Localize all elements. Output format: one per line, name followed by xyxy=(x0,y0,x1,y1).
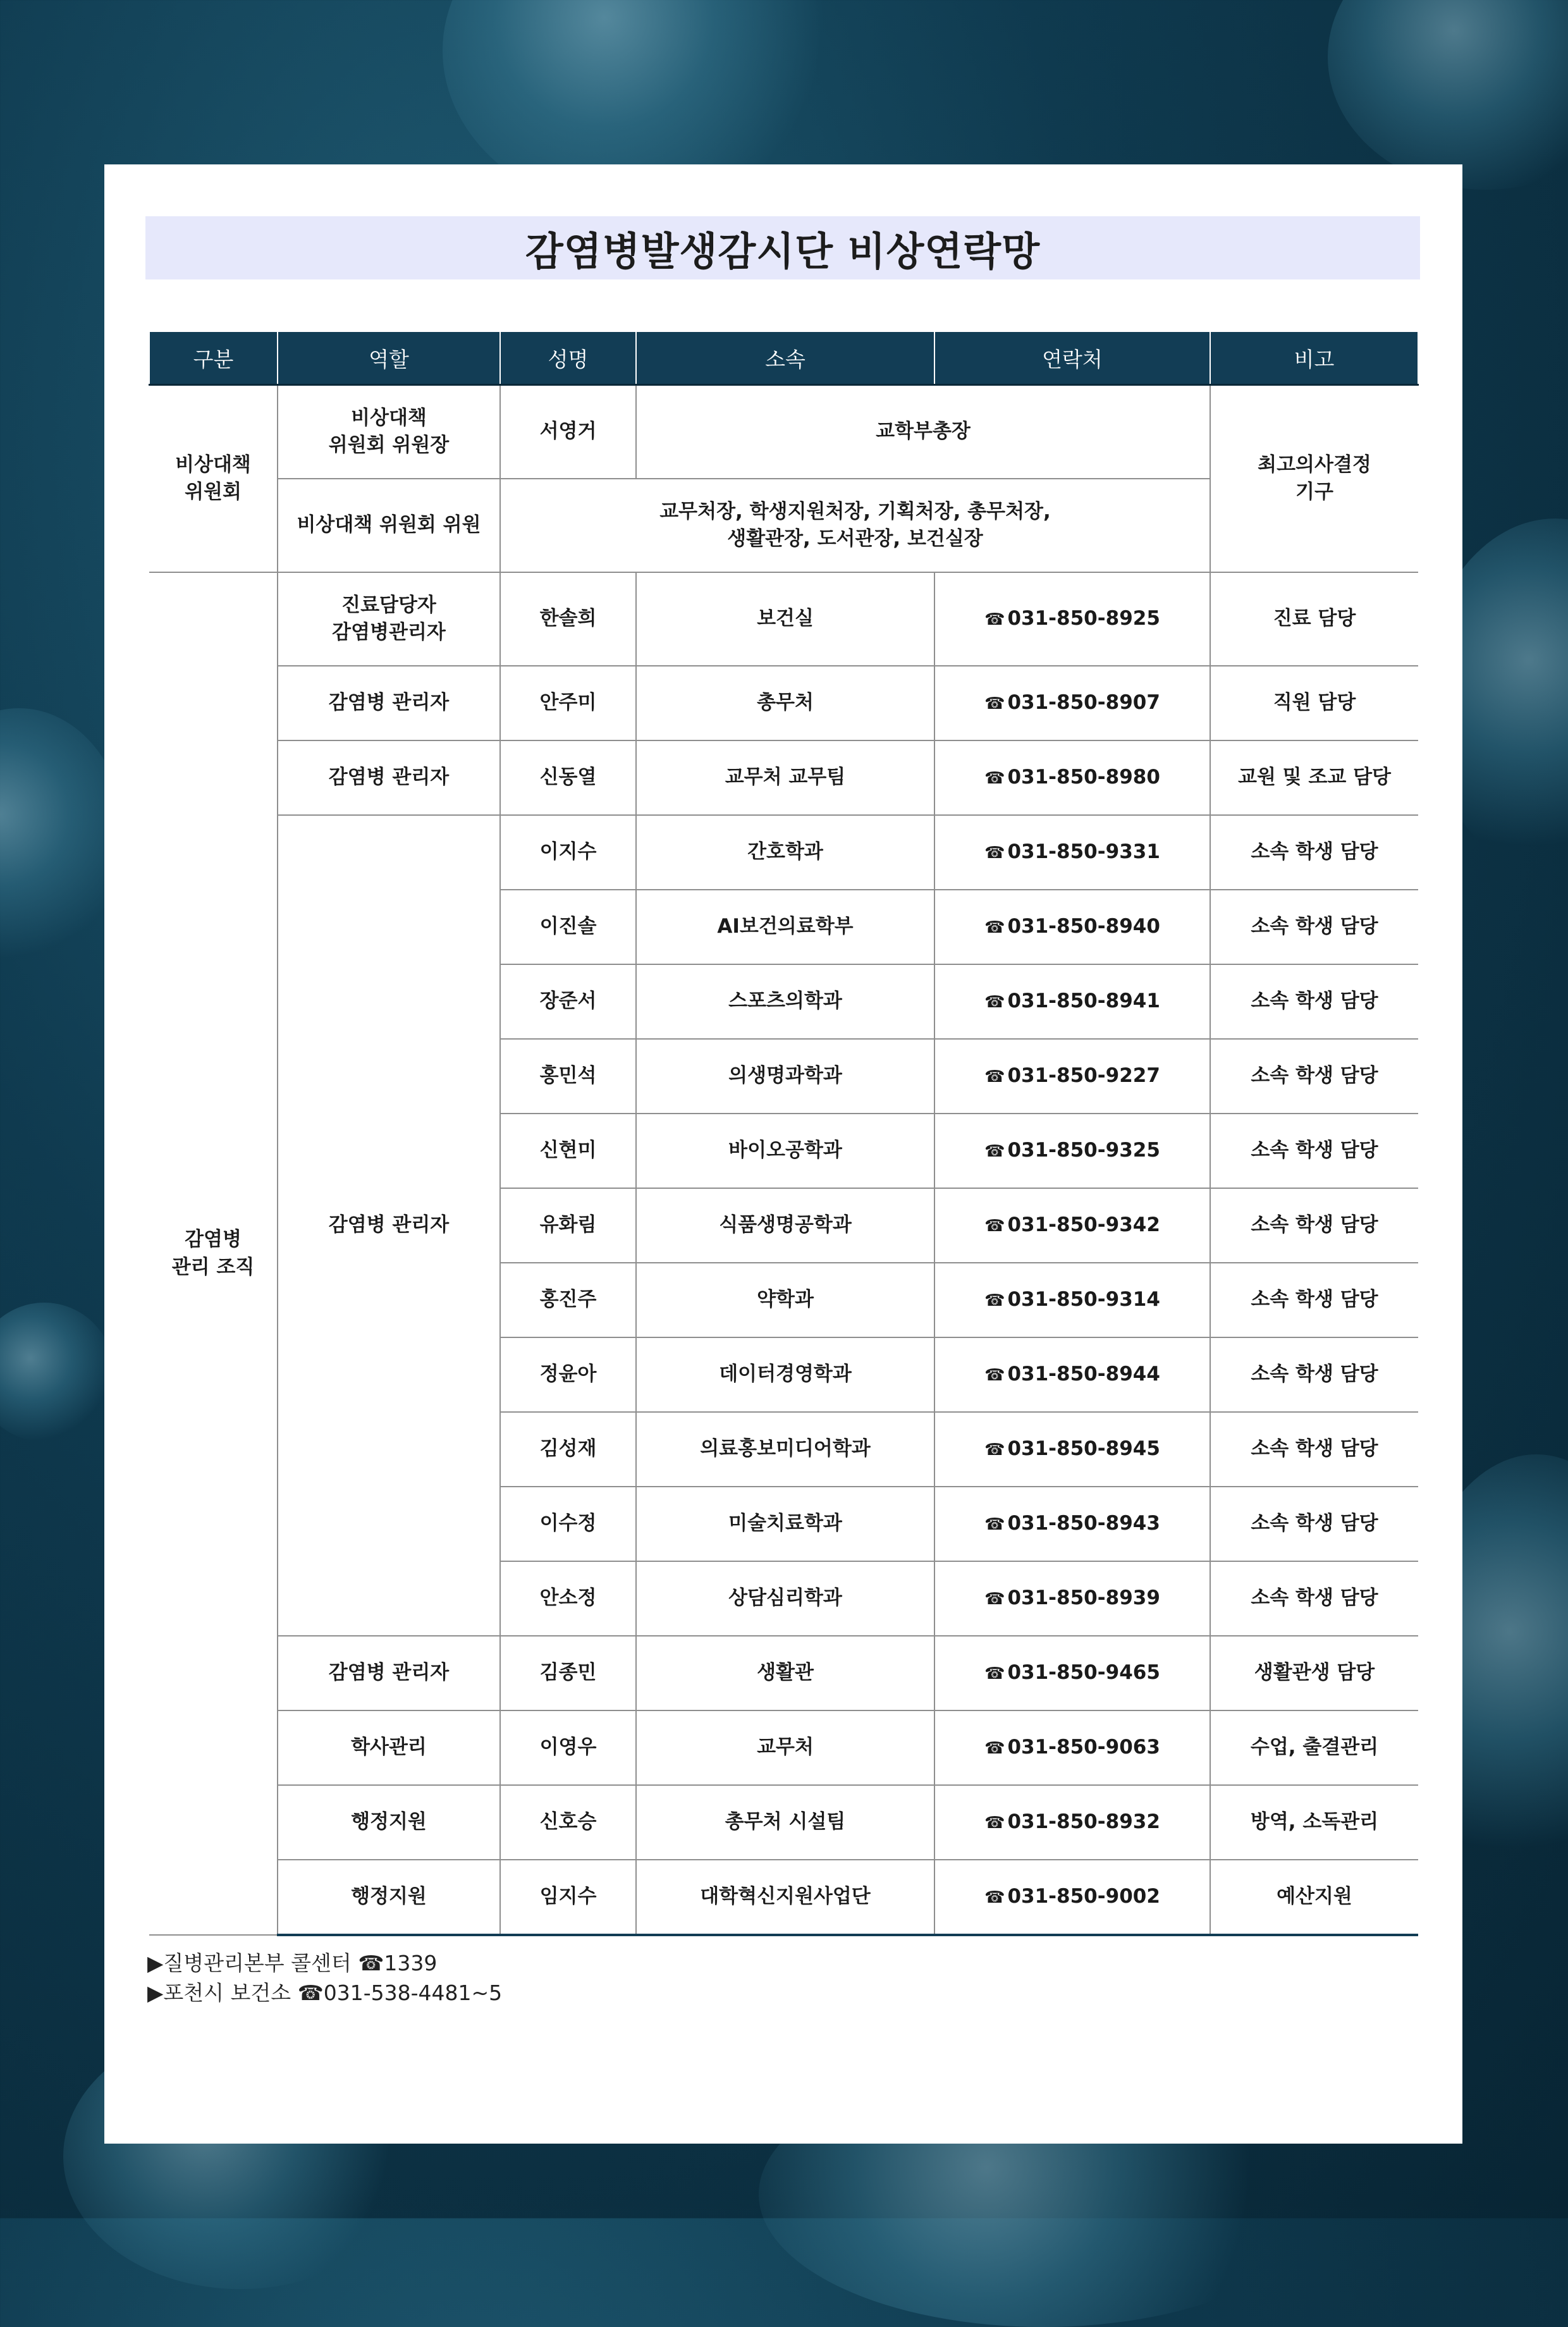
note-cell: 진료 담당 xyxy=(1210,572,1418,666)
name-cell: 이지수 xyxy=(500,815,636,890)
name-cell: 안주미 xyxy=(500,666,636,740)
phone-cell xyxy=(934,1337,1210,1412)
name-cell: 김종민 xyxy=(500,1636,636,1710)
note-cell: 최고의사결정 기구 xyxy=(1210,385,1418,573)
name-cell: 신현미 xyxy=(500,1114,636,1188)
phone-icon: ☎ xyxy=(984,1142,1005,1162)
phone-icon: ☎ xyxy=(984,610,1005,630)
phone-number: 031-850-8939 xyxy=(1007,1587,1160,1610)
role-cell: 감염병 관리자 xyxy=(278,815,500,1636)
affiliation-cell: 간호학과 xyxy=(636,815,934,890)
name-cell: 이수정 xyxy=(500,1487,636,1561)
name-cell: 장준서 xyxy=(500,964,636,1039)
affiliation-cell: 대학혁신지원사업단 xyxy=(636,1860,934,1935)
phone-cell xyxy=(934,1561,1210,1636)
table-row xyxy=(149,1710,1418,1785)
table-header-row xyxy=(149,332,1418,385)
note-cell: 소속 학생 담당 xyxy=(1210,1263,1418,1337)
note-cell: 예산지원 xyxy=(1210,1860,1418,1935)
virus-decoration xyxy=(0,1303,114,1442)
phone-cell xyxy=(934,1636,1210,1710)
phone-icon: ☎ xyxy=(984,1590,1005,1609)
note-cell: 소속 학생 담당 xyxy=(1210,1114,1418,1188)
phone-icon: ☎ xyxy=(984,1067,1005,1087)
table-row xyxy=(149,385,1418,479)
phone-cell xyxy=(934,815,1210,890)
phone-number: 031-850-9465 xyxy=(1007,1661,1160,1685)
title-bar xyxy=(145,216,1420,279)
name-cell: 정윤아 xyxy=(500,1337,636,1412)
note-cell: 소속 학생 담당 xyxy=(1210,1561,1418,1636)
table-row xyxy=(149,740,1418,815)
note-cell: 교원 및 조교 담당 xyxy=(1210,740,1418,815)
phone-cell xyxy=(934,1785,1210,1860)
phone-number: 031-850-8980 xyxy=(1007,766,1160,789)
phone-number: 031-850-8932 xyxy=(1007,1810,1160,1834)
note-cell: 직원 담당 xyxy=(1210,666,1418,740)
affiliation-cell: 총무처 시설팀 xyxy=(636,1785,934,1860)
phone-cell xyxy=(934,1412,1210,1487)
phone-number: 031-850-9227 xyxy=(1007,1064,1160,1088)
phone-icon: ☎ xyxy=(984,1888,1005,1908)
header-phone: 연락처 xyxy=(934,332,1210,385)
affiliation-cell: 의생명과학과 xyxy=(636,1039,934,1114)
name-cell: 임지수 xyxy=(500,1860,636,1935)
name-cell: 이진솔 xyxy=(500,890,636,964)
phone-icon: ☎ xyxy=(984,1366,1005,1385)
contact-table xyxy=(149,332,1419,1936)
footnote-kdca: ▶질병관리본부 콜센터 ☎1339 xyxy=(147,1951,438,1975)
affiliation-cell: 교무처 교무팀 xyxy=(636,740,934,815)
phone-icon: ☎ xyxy=(984,1739,1005,1759)
name-cell: 홍진주 xyxy=(500,1263,636,1337)
table-row xyxy=(149,1785,1418,1860)
affiliation-cell: AI보건의료학부 xyxy=(636,890,934,964)
note-cell: 소속 학생 담당 xyxy=(1210,890,1418,964)
role-cell: 비상대책 위원회 위원장 xyxy=(278,385,500,479)
phone-number: 031-850-8944 xyxy=(1007,1363,1160,1386)
affiliation-cell: 교무처장, 학생지원처장, 기획처장, 총무처장, 생활관장, 도서관장, 보건실장 xyxy=(500,479,1210,572)
table-row xyxy=(149,1860,1418,1935)
affiliation-cell: 보건실 xyxy=(636,572,934,666)
phone-icon: ☎ xyxy=(984,1664,1005,1684)
phone-icon: ☎ xyxy=(984,769,1005,789)
name-cell: 유화림 xyxy=(500,1188,636,1263)
affiliation-cell: 미술치료학과 xyxy=(636,1487,934,1561)
phone-cell xyxy=(934,1114,1210,1188)
table-row xyxy=(149,666,1418,740)
phone-cell xyxy=(934,890,1210,964)
note-cell: 소속 학생 담당 xyxy=(1210,815,1418,890)
note-cell: 소속 학생 담당 xyxy=(1210,1337,1418,1412)
footnotes xyxy=(147,1949,502,2008)
phone-number: 031-850-8943 xyxy=(1007,1512,1160,1535)
phone-icon: ☎ xyxy=(984,1291,1005,1311)
affiliation-cell: 생활관 xyxy=(636,1636,934,1710)
name-cell: 안소정 xyxy=(500,1561,636,1636)
phone-cell xyxy=(934,572,1210,666)
phone-number: 031-850-8907 xyxy=(1007,691,1160,715)
affiliation-cell: 데이터경영학과 xyxy=(636,1337,934,1412)
phone-number: 031-850-8945 xyxy=(1007,1437,1160,1461)
phone-cell xyxy=(934,740,1210,815)
role-cell: 비상대책 위원회 위원 xyxy=(278,479,500,572)
phone-cell xyxy=(934,964,1210,1039)
phone-number: 031-850-8940 xyxy=(1007,915,1160,938)
note-cell: 방역, 소독관리 xyxy=(1210,1785,1418,1860)
name-cell: 서영거 xyxy=(500,385,636,479)
role-cell: 감염병 관리자 xyxy=(278,666,500,740)
document-card xyxy=(104,164,1462,2144)
name-cell: 신호승 xyxy=(500,1785,636,1860)
page-title: 감염병발생감시단 비상연락망 xyxy=(525,228,1041,274)
category-cell: 비상대책 위원회 xyxy=(149,385,278,573)
phone-icon: ☎ xyxy=(984,918,1005,938)
header-note: 비고 xyxy=(1210,332,1418,385)
note-cell: 소속 학생 담당 xyxy=(1210,1188,1418,1263)
note-cell: 생활관생 담당 xyxy=(1210,1636,1418,1710)
name-cell: 홍민석 xyxy=(500,1039,636,1114)
affiliation-cell: 바이오공학과 xyxy=(636,1114,934,1188)
virus-decoration xyxy=(1328,0,1568,190)
note-cell: 소속 학생 담당 xyxy=(1210,1039,1418,1114)
phone-cell xyxy=(934,1188,1210,1263)
header-name: 성명 xyxy=(500,332,636,385)
affiliation-cell: 스포츠의학과 xyxy=(636,964,934,1039)
phone-number: 031-850-9325 xyxy=(1007,1139,1160,1162)
role-cell: 행정지원 xyxy=(278,1860,500,1935)
note-cell: 소속 학생 담당 xyxy=(1210,1412,1418,1487)
affiliation-cell: 교무처 xyxy=(636,1710,934,1785)
name-cell: 이영우 xyxy=(500,1710,636,1785)
note-cell: 소속 학생 담당 xyxy=(1210,964,1418,1039)
table-row xyxy=(149,1636,1418,1710)
phone-number: 031-850-9002 xyxy=(1007,1885,1160,1908)
phone-cell xyxy=(934,666,1210,740)
header-category: 구분 xyxy=(149,332,278,385)
phone-cell xyxy=(934,1487,1210,1561)
phone-cell xyxy=(934,1263,1210,1337)
phone-icon: ☎ xyxy=(984,694,1005,714)
table-row xyxy=(149,815,1418,890)
affiliation-cell: 의료홍보미디어학과 xyxy=(636,1412,934,1487)
phone-icon: ☎ xyxy=(984,1814,1005,1833)
name-cell: 신동열 xyxy=(500,740,636,815)
note-cell: 수업, 출결관리 xyxy=(1210,1710,1418,1785)
phone-icon: ☎ xyxy=(984,844,1005,863)
phone-number: 031-850-9063 xyxy=(1007,1736,1160,1759)
phone-cell xyxy=(934,1710,1210,1785)
table-row xyxy=(149,572,1418,666)
phone-cell xyxy=(934,1860,1210,1935)
role-cell: 학사관리 xyxy=(278,1710,500,1785)
affiliation-cell: 교학부총장 xyxy=(636,385,1210,479)
footnote-pocheon: ▶포천시 보건소 ☎031-538-4481~5 xyxy=(147,1980,503,2005)
phone-number: 031-850-9342 xyxy=(1007,1213,1160,1237)
role-cell: 행정지원 xyxy=(278,1785,500,1860)
affiliation-cell: 총무처 xyxy=(636,666,934,740)
name-cell: 김성재 xyxy=(500,1412,636,1487)
phone-number: 031-850-8941 xyxy=(1007,990,1160,1013)
header-affiliation: 소속 xyxy=(636,332,934,385)
phone-icon: ☎ xyxy=(984,1515,1005,1535)
phone-cell xyxy=(934,1039,1210,1114)
phone-icon: ☎ xyxy=(984,1217,1005,1236)
name-cell: 한솔희 xyxy=(500,572,636,666)
phone-number: 031-850-9331 xyxy=(1007,840,1160,864)
header-role: 역할 xyxy=(278,332,500,385)
role-cell: 감염병 관리자 xyxy=(278,1636,500,1710)
category-cell: 감염병 관리 조직 xyxy=(149,572,278,1935)
note-cell: 소속 학생 담당 xyxy=(1210,1487,1418,1561)
role-cell: 진료담당자 감염병관리자 xyxy=(278,572,500,666)
phone-number: 031-850-8925 xyxy=(1007,607,1160,630)
affiliation-cell: 상담심리학과 xyxy=(636,1561,934,1636)
phone-number: 031-850-9314 xyxy=(1007,1288,1160,1311)
phone-icon: ☎ xyxy=(984,1440,1005,1460)
affiliation-cell: 약학과 xyxy=(636,1263,934,1337)
role-cell: 감염병 관리자 xyxy=(278,740,500,815)
affiliation-cell: 식품생명공학과 xyxy=(636,1188,934,1263)
phone-icon: ☎ xyxy=(984,993,1005,1012)
